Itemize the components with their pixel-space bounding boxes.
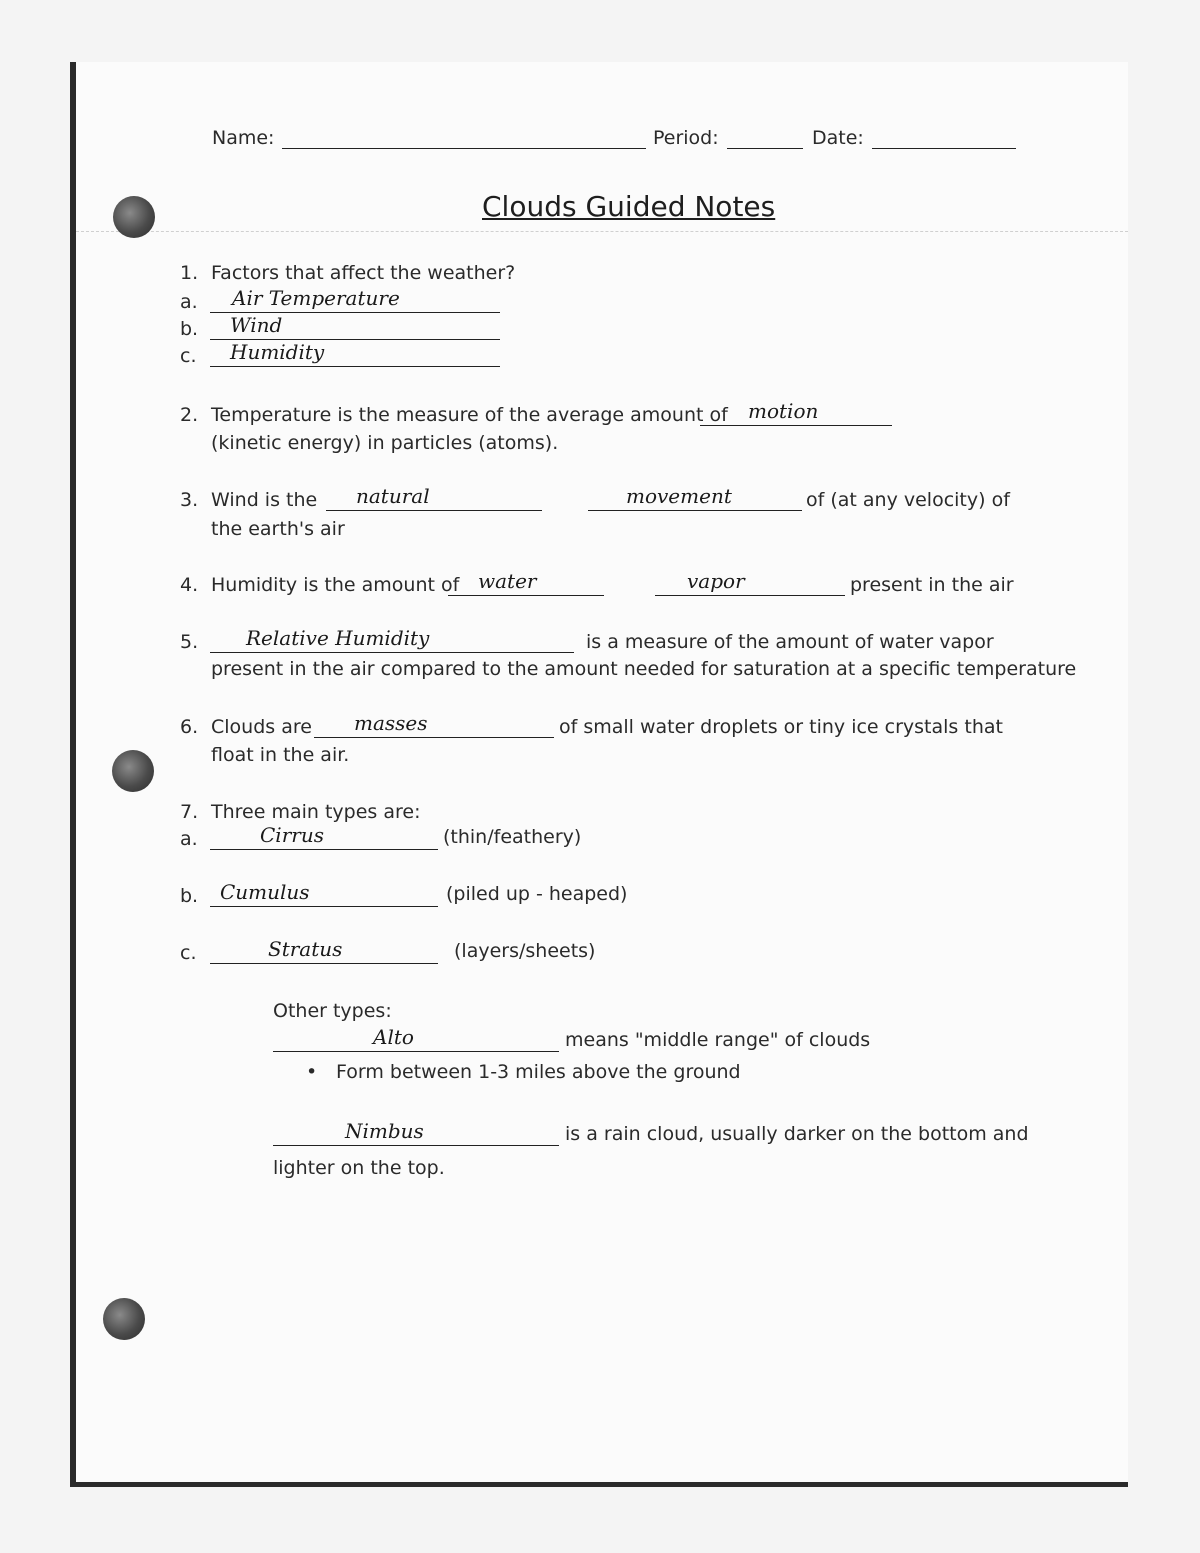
q7-answer-b: Cumulus [220, 880, 310, 904]
nimbus-answer-field[interactable] [273, 1117, 559, 1146]
q7-answer-c-field[interactable] [210, 935, 438, 964]
q1-letter-b: b. [180, 318, 199, 340]
alto-answer: Alto [373, 1025, 414, 1049]
q7-number: 7. [180, 801, 199, 823]
q7-answer-b-field[interactable] [210, 878, 438, 907]
q6-text-line2: float in the air. [211, 744, 350, 766]
nimbus-text: is a rain cloud, usually darker on the bottom and [565, 1123, 1029, 1145]
q2-text: Temperature is the measure of the average amount of [211, 404, 728, 426]
q3-text-line2: the earth's air [211, 518, 345, 540]
q3-answer2: movement [626, 484, 732, 508]
q7-text: Three main types are: [211, 801, 421, 823]
q4-answer2-field[interactable] [655, 567, 845, 596]
q6-answer: masses [354, 711, 428, 735]
q7-desc-c: (layers/sheets) [454, 940, 596, 962]
name-label: Name: [212, 127, 275, 149]
q7-letter-c: c. [180, 942, 197, 964]
alto-bullet-text: Form between 1-3 miles above the ground [336, 1061, 741, 1083]
q3-text: Wind is the [211, 489, 318, 511]
q4-text-after: present in the air [850, 574, 1014, 596]
q1-answer-a: Air Temperature [232, 286, 400, 310]
binder-hole-top [113, 196, 155, 238]
q3-answer1-field[interactable] [326, 482, 542, 511]
q7-letter-b: b. [180, 885, 199, 907]
q6-answer-field[interactable] [314, 709, 554, 738]
q3-answer1: natural [356, 484, 430, 508]
q2-answer: motion [748, 399, 819, 423]
q4-answer2: vapor [687, 569, 745, 593]
other-types-label: Other types: [273, 1000, 392, 1022]
q1-number: 1. [180, 262, 199, 284]
q7-answer-a-field[interactable] [210, 821, 438, 850]
q7-answer-a: Cirrus [260, 823, 324, 847]
q4-number: 4. [180, 574, 199, 596]
q4-answer1: water [478, 569, 537, 593]
q6-text-after: of small water droplets or tiny ice crystals that [559, 716, 1003, 738]
q5-text-after: is a measure of the amount of water vapor [586, 631, 994, 653]
period-field[interactable] [727, 120, 803, 149]
q2-text-line2: (kinetic energy) in particles (atoms). [211, 432, 559, 454]
q2-number: 2. [180, 404, 199, 426]
q3-text-after: of (at any velocity) of [806, 489, 1010, 511]
binder-hole-middle [112, 750, 154, 792]
date-label: Date: [812, 127, 864, 149]
q4-text: Humidity is the amount of [211, 574, 460, 596]
nimbus-answer: Nimbus [345, 1119, 424, 1143]
fold-line [76, 231, 1128, 232]
q1-answer-c: Humidity [230, 340, 325, 364]
q7-letter-a: a. [180, 828, 198, 850]
q4-answer1-field[interactable] [448, 567, 604, 596]
q1-answer-b-field[interactable] [210, 311, 500, 340]
q3-number: 3. [180, 489, 199, 511]
q6-text: Clouds are [211, 716, 312, 738]
q5-text-line2: present in the air compared to the amount needed for saturation at a specific temperature [211, 658, 1077, 680]
q5-answer-field[interactable] [210, 624, 574, 653]
q7-answer-c: Stratus [268, 937, 343, 961]
binder-hole-bottom [103, 1298, 145, 1340]
q1-text: Factors that affect the weather? [211, 262, 516, 284]
alto-answer-field[interactable] [273, 1023, 559, 1052]
date-field[interactable] [872, 120, 1016, 149]
q1-answer-b: Wind [230, 313, 283, 337]
q1-answer-c-field[interactable] [210, 338, 500, 367]
q1-letter-c: c. [180, 345, 197, 367]
q2-answer-field[interactable] [700, 397, 892, 426]
alto-text: means "middle range" of clouds [565, 1029, 871, 1051]
q7-desc-a: (thin/feathery) [443, 826, 582, 848]
q3-answer2-field[interactable] [588, 482, 802, 511]
q5-number: 5. [180, 631, 199, 653]
nimbus-text-line2: lighter on the top. [273, 1157, 445, 1179]
q1-letter-a: a. [180, 291, 198, 313]
q1-answer-a-field[interactable] [210, 284, 500, 313]
q5-answer: Relative Humidity [246, 626, 430, 650]
q6-number: 6. [180, 716, 199, 738]
period-label: Period: [653, 127, 719, 149]
page-title: Clouds Guided Notes [482, 190, 776, 223]
q7-desc-b: (piled up - heaped) [446, 883, 628, 905]
bullet-icon: • [306, 1061, 318, 1083]
name-field[interactable] [282, 120, 646, 149]
